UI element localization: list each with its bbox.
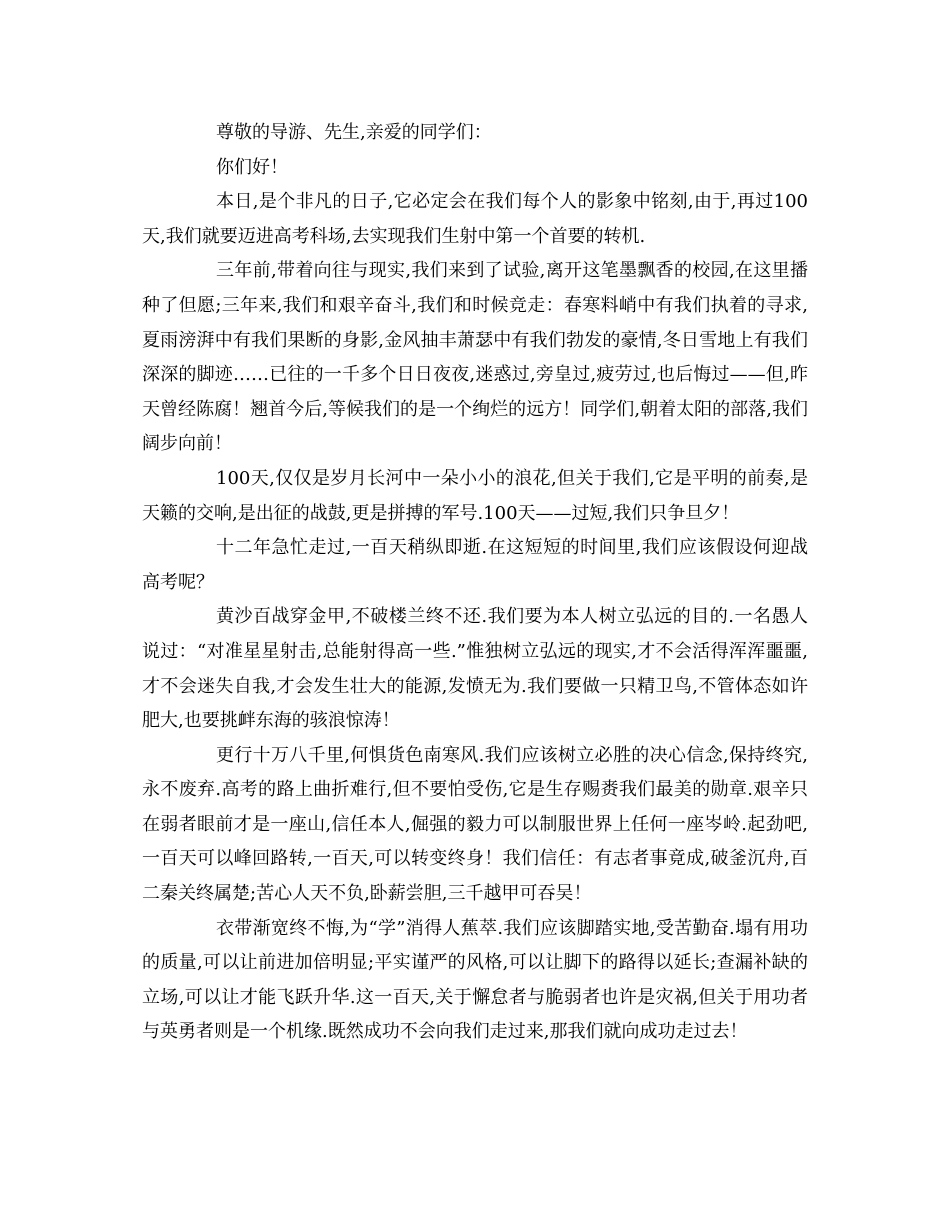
paragraph: 三年前,带着向往与现实,我们来到了试验,离开这笔墨飘香的校园,在这里播种了但愿;三年来,我们和艰辛奋斗,我们和时候竞走：春寒料峭中有我们执着的寻求,夏雨滂湃中有我们果断的身影,金风抽丰萧瑟中有我们勃发的豪情,冬日雪地上有我们深深的脚迹……已往的一千多个日日夜夜,迷惑过,旁皇过,疲劳过,也后悔过——但,昨天曾经陈腐！翘首今后,等候我们的是一个绚烂的远方！同学们,朝着太阳的部落,我们阔步向前！ bbox=[142, 260, 808, 455]
greeting: 你们好！ bbox=[216, 156, 288, 178]
paragraph: 十二年急忙走过,一百天稍纵即逝.在这短短的时间里,我们应该假设何迎战高考呢？ bbox=[142, 537, 808, 593]
paragraph: 更行十万八千里,何惧货色南寒风.我们应该树立必胜的决心信念,保持终究,永不废弃.高考的路上曲折难行,但不要怕受伤,它是生存赐赉我们最美的勋章.艰辛只在弱者眼前才是一座山,信任本人,倔强的毅力可以制服世界上任何一座岑岭.起劲吧,一百天可以峰回路转,一百天,可以转变终身！我们信任：有志者事竟成,破釜沉舟,百二秦关终属楚;苦心人天不负,卧薪尝胆,三千越甲可吞吴！ bbox=[142, 744, 808, 905]
paragraph: 衣带渐宽终不悔,为“学”消得人蕉萃.我们应该脚踏实地,受苦勤奋.塌有用功的质量,可以让前进加倍明显;平实谨严的风格,可以让脚下的路得以延长;查漏补缺的立场,可以让才能飞跃升华.这一百天,关于懈怠者与脆弱者也许是灾祸,但关于用功者与英勇者则是一个机缘.既然成功不会向我们走过来,那我们就向成功走过去！ bbox=[142, 917, 808, 1043]
paragraph: 100天,仅仅是岁月长河中一朵小小的浪花,但关于我们,它是平明的前奏,是天籁的交响,是出征的战鼓,更是拼搏的军号.100天——过短,我们只争旦夕！ bbox=[142, 467, 808, 524]
speech-body bbox=[142, 116, 808, 1050]
paragraph: 本日,是个非凡的日子,它必定会在我们每个人的影象中铭刻,由于,再过100天,我们就要迈进高考科场,去实现我们生射中第一个首要的转机. bbox=[142, 191, 808, 247]
salutation: 尊敬的导游、先生,亲爱的同学们： bbox=[216, 122, 492, 143]
paragraph: 黄沙百战穿金甲,不破楼兰终不还.我们要为本人树立弘远的目的.一名愚人说过：“对准星星射击,总能射得高一些.”惟独树立弘远的现实,才不会活得浑浑噩噩,才不会迷失自我,才会发生壮大的能源,发愤无为.我们要做一只精卫鸟,不管体态如许肥大,也要挑衅东海的骇浪惊涛！ bbox=[142, 606, 808, 732]
